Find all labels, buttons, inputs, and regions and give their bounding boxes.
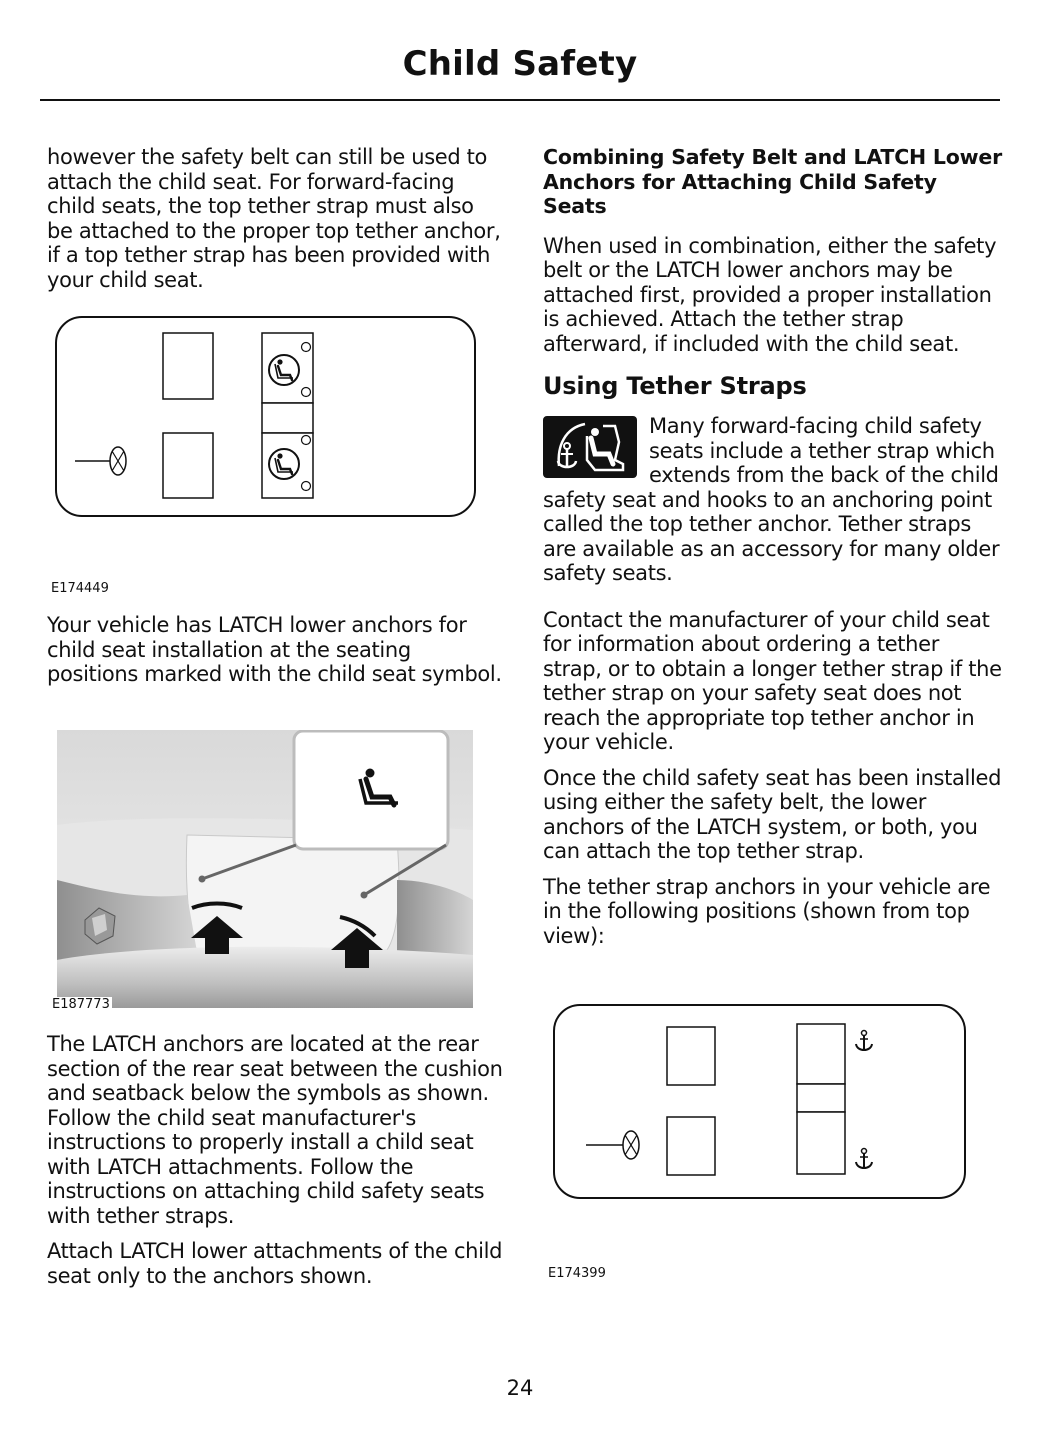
front-passenger-seat [163, 333, 213, 399]
rear-seat-middle [797, 1084, 845, 1112]
right-paragraph-5: The tether strap anchors in your vehicle are in the following positions (shown from top view): [543, 874, 991, 948]
tether-intro [543, 414, 1003, 586]
child-seat-icon [269, 355, 299, 385]
right-paragraph-4: Once the child safety seat has been installed using either the safety belt, the lower anchors of the LATCH system, or both, you can attach the top tether strap. [543, 765, 1002, 863]
child-seat-icon [269, 449, 299, 479]
left-paragraph-1: however the safety belt can still be used to attach the child seat. For forward-facing child seats, the top tether strap must also be attached to the proper top tether anchor, if a top tether strap has been provided with your child seat. [47, 145, 501, 292]
left-column [47, 145, 505, 292]
right-paragraph-2: Many forward-facing child safety seats include a tether strap which extends from the back of the child safety seat and hooks to an anchoring point called the top tether anchor. Tether straps are available as an accessory for many older safety seats. [543, 414, 1000, 585]
page-number: 24 [506, 1376, 534, 1400]
left-paragraph-2-wrap [47, 613, 505, 687]
rear-seat-right [797, 1024, 845, 1084]
page-title: Child Safety [402, 44, 638, 84]
tether-anchor-diagram [553, 1004, 967, 1200]
driver-seat [667, 1117, 715, 1175]
figure-label: E174449 [51, 581, 109, 596]
latch-anchor-photo [57, 730, 473, 1008]
tether-anchor-icon [543, 416, 637, 478]
figure-label: E174399 [548, 1266, 606, 1281]
section-heading-tether: Using Tether Straps [543, 372, 807, 400]
left-paragraph-3: The LATCH anchors are located at the rear section of the rear seat between the cushion and seatback below the symbols as shown. Follow the child seat manufacturer's instructions to properly install a child seat with LATCH attachments. Follow the instructions on attaching child safety seats with tether straps. [47, 1032, 503, 1228]
right-column [543, 145, 1003, 948]
left-paragraph-2: Your vehicle has LATCH lower anchors for child seat installation at the seating positions marked with the child seat symbol. [47, 613, 502, 686]
right-paragraph-1: When used in combination, either the safety belt or the LATCH lower anchors may be attached first, provided a proper installation is achieved. Attach the tether strap afterward, if included with the child seat. [543, 233, 997, 356]
rear-seat-left [797, 1112, 845, 1174]
latch-seating-diagram [55, 316, 477, 518]
left-paragraph-4: Attach LATCH lower attachments of the child seat only to the anchors shown. [47, 1239, 503, 1288]
front-passenger-seat [667, 1027, 715, 1085]
figure-label: E187773 [52, 997, 110, 1012]
left-paragraph-3-wrap [47, 1032, 505, 1288]
right-paragraph-3: Contact the manufacturer of your child seat for information about ordering a tether strap, or to obtain a longer tether strap if the tether strap on your safety seat does not reach the appropriate top tether anchor in your vehicle. [543, 607, 1002, 754]
section-heading-combining: Combining Safety Belt and LATCH Lower Anchors for Attaching Child Safety Seats [543, 145, 1003, 218]
header-divider [40, 99, 1000, 101]
rear-seat-middle [262, 403, 313, 433]
driver-seat [163, 433, 213, 498]
